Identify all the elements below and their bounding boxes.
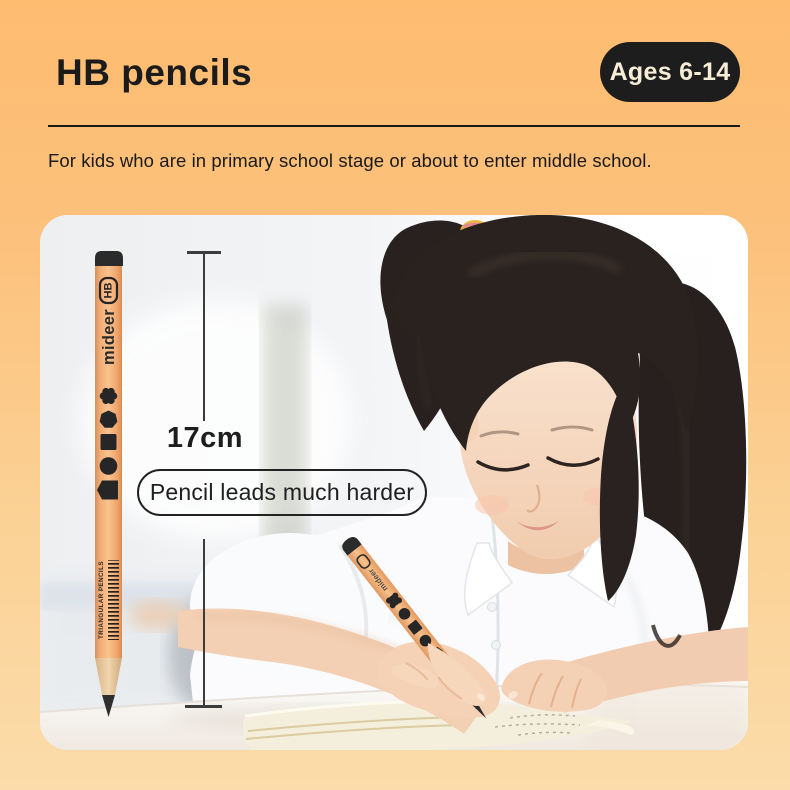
shirt-button-2	[492, 641, 501, 650]
length-label: 17cm	[166, 422, 244, 454]
subtitle: For kids who are in primary school stage or about to enter middle school.	[48, 150, 652, 171]
divider	[48, 125, 740, 127]
brand-label: mideer	[100, 309, 118, 365]
circle-shape-icon	[100, 457, 118, 475]
age-badge: Ages 6-14	[600, 42, 740, 102]
measure-line-lower	[203, 539, 205, 707]
grade-label: HB	[102, 282, 115, 299]
pencil-tip	[102, 695, 115, 717]
barcode	[108, 560, 119, 640]
shirt-button	[488, 603, 497, 612]
measure-bottom-cap	[185, 705, 222, 708]
measure-line-upper	[203, 252, 205, 421]
side-label: TRIANGULAR PENCILS	[98, 561, 105, 639]
photo-card	[40, 215, 748, 750]
callout-pill: Pencil leads much harder	[137, 469, 427, 516]
held-pencil-brand: mideer	[366, 566, 390, 594]
pencil-cap	[95, 251, 123, 266]
square-shape-icon	[101, 434, 117, 450]
page-title: HB pencils	[56, 52, 253, 93]
pencil-illustration	[89, 247, 129, 717]
pencil-cone	[95, 658, 122, 695]
blush-left	[475, 495, 509, 515]
